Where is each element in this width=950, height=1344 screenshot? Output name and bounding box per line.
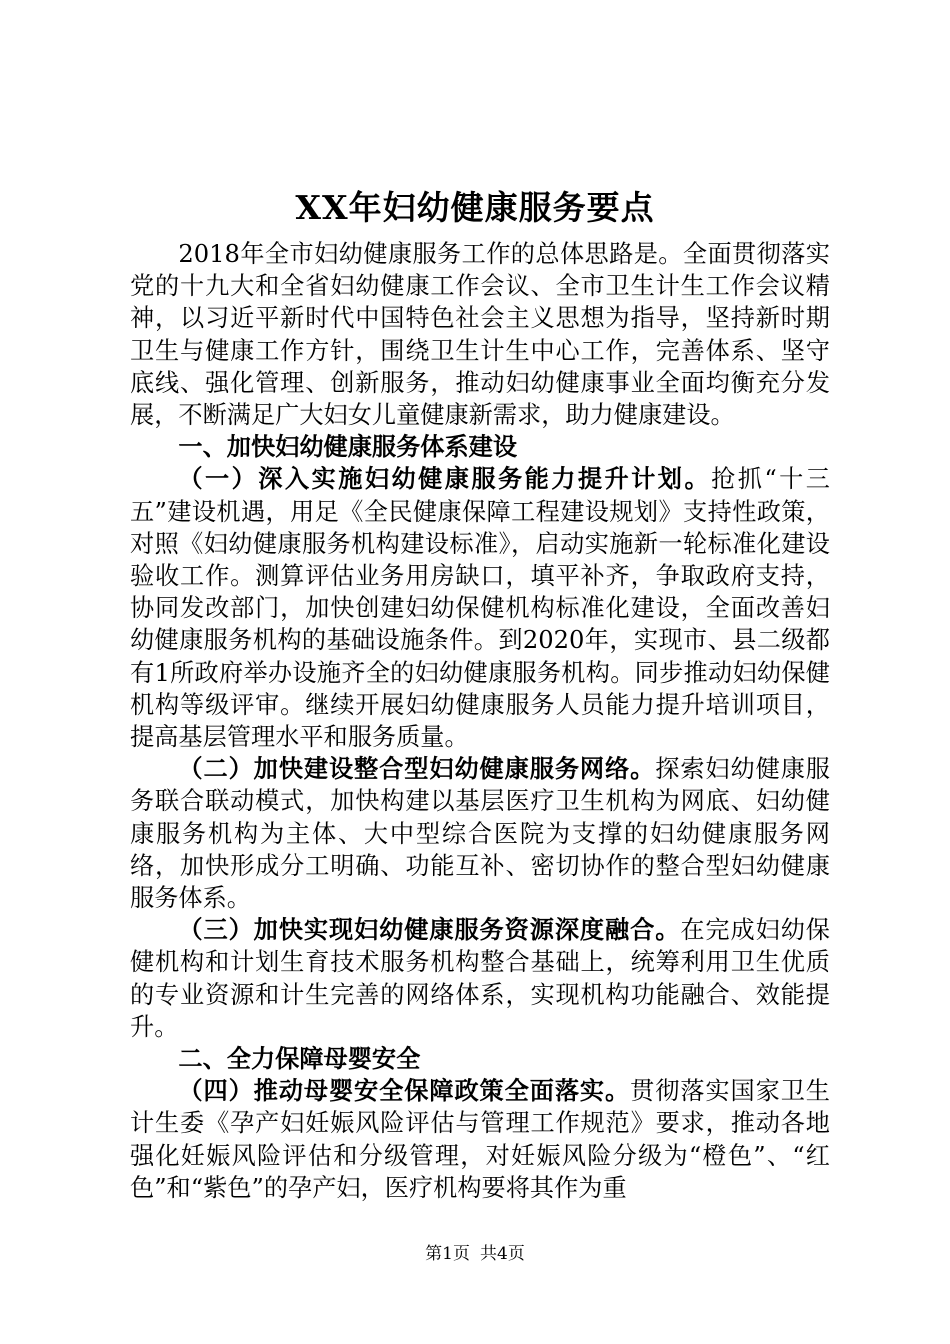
intro-text: 2018年全市妇幼健康服务工作的总体思路是。全面贯彻落实党的十九大和全省妇幼健康工作会议、全市卫生计生工作会议精神，以习近平新时代中国特色社会主义思想为指导，坚持新时期卫生与健康工作方针，围绕卫生计生中心工作，完善体系、坚守底线、强化管理、创新服务，推动妇幼健康事业全面均衡充分发展，不断满足广大妇女儿童健康新需求，助力健康建设。	[130, 240, 830, 430]
section-heading-1-text: 一、加快妇幼健康服务体系建设	[178, 432, 518, 462]
document-title: XX年妇幼健康服务要点	[295, 188, 655, 227]
item-2-lead: （二）加快建设整合型妇幼健康服务网络。	[178, 754, 656, 784]
item-1-text: 抢抓“十三五”建设机遇，用足《全民健康保障工程建设规划》支持性政策，对照《妇幼健康服务机构建设标准》，启动实施新一轮标准化建设验收工作。测算评估业务用房缺口，填平补齐，争取政府支持，协同发改部门，加快创建妇幼保健机构标准化建设，全面改善妇幼健康服务机构的基础设施条件。到2020年，实现市、县二级都有1所政府举办设施齐全的妇幼健康服务机构。同步推动妇幼保健机构等级评审。继续开展妇幼健康服务人员能力提升培训项目，提高基层管理水平和服务质量。	[130, 465, 830, 752]
item-1-lead: （一）深入实施妇幼健康服务能力提升计划。	[178, 464, 712, 494]
item-paragraph-1	[130, 463, 830, 753]
item-4-lead: （四）推动母婴安全保障政策全面落实。	[178, 1076, 631, 1106]
section-heading-1	[130, 431, 830, 463]
section-heading-2	[130, 1043, 830, 1075]
section-heading-2-text: 二、全力保障母婴安全	[178, 1044, 421, 1074]
intro-paragraph	[130, 238, 830, 431]
item-3-text: 在完成妇幼保健机构和计划生育技术服务机构整合基础上，统筹利用卫生优质的专业资源和计生完善的网络体系，实现机构功能融合、效能提升。	[130, 916, 830, 1041]
page-footer	[0, 1243, 950, 1265]
item-3-lead: （三）加快实现妇幼健康服务资源深度融合。	[178, 915, 681, 945]
item-paragraph-4	[130, 1075, 830, 1204]
item-paragraph-2	[130, 753, 830, 914]
page-total: 共4页	[480, 1244, 525, 1264]
item-2-text: 探索妇幼健康服务联合联动模式，加快构建以基层医疗卫生机构为网底、妇幼健康服务机构为主体、大中型综合医院为支撑的妇幼健康服务网络，加快形成分工明确、功能互补、密切协作的整合型妇幼健康服务体系。	[130, 755, 830, 913]
document-body	[130, 238, 830, 1204]
item-paragraph-3	[130, 914, 830, 1043]
page-number: 第1页	[425, 1244, 470, 1264]
item-4-text: 贯彻落实国家卫生计生委《孕产妇妊娠风险评估与管理工作规范》要求，推动各地强化妊娠风险评估和分级管理，对妊娠风险分级为“橙色”、“红色”和“紫色”的孕产妇，医疗机构要将其作为重	[130, 1077, 830, 1202]
